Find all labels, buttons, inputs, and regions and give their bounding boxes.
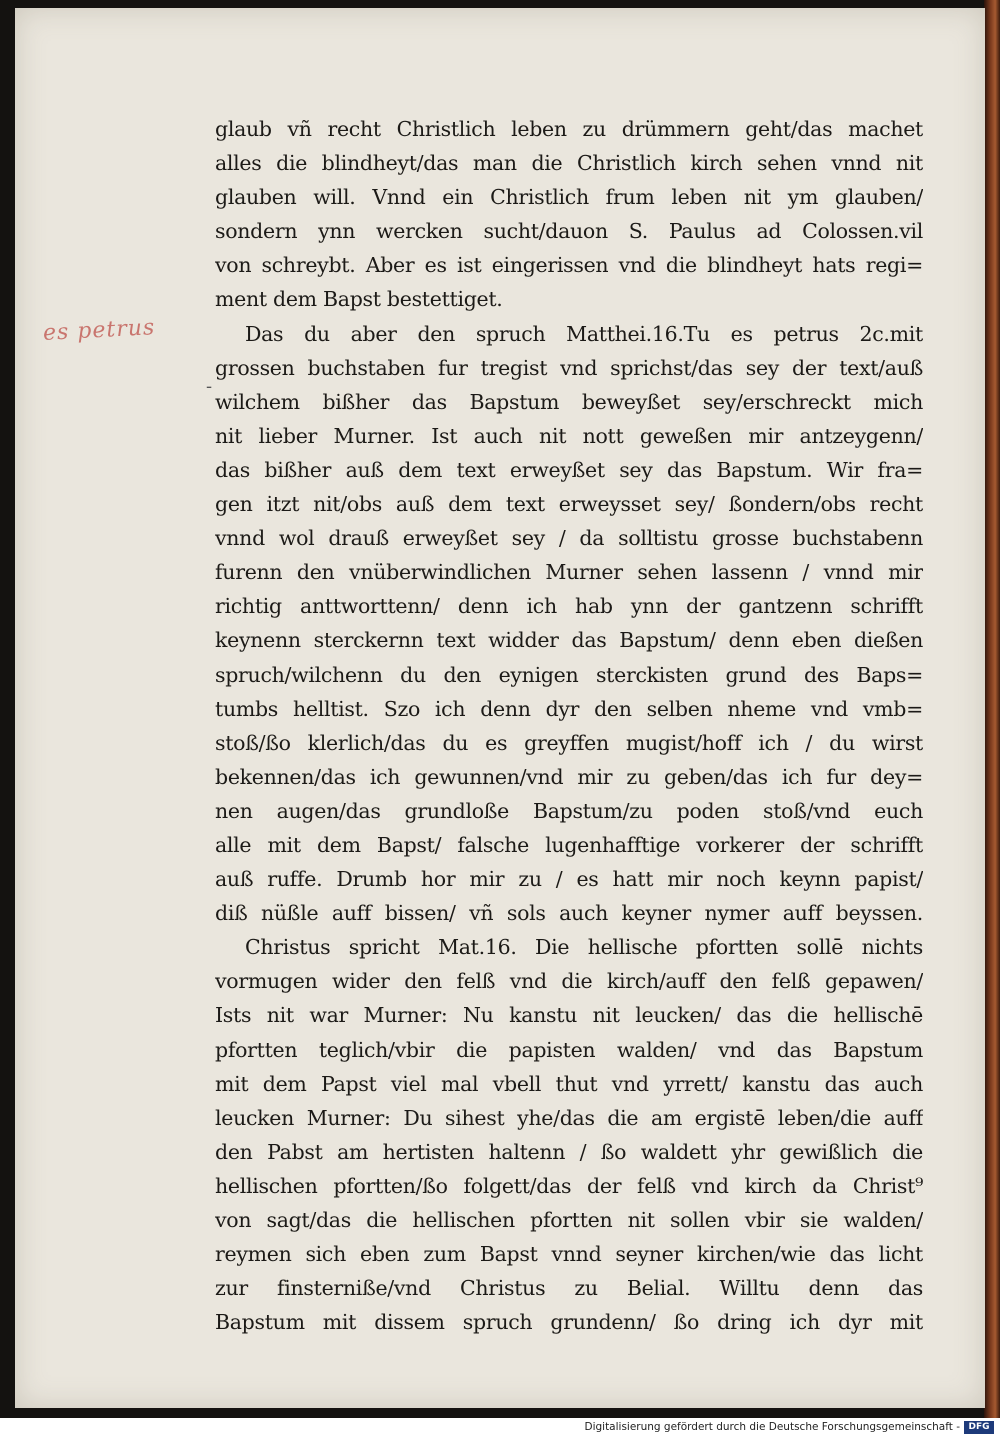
text-line: von schreybt. Aber es ist eingerissen vnd die blindheyt hats regi= — [215, 253, 923, 278]
text-line: hellischen pfortten/ßo folgett/das der felß vnd kirch da Christ⁹ — [215, 1173, 923, 1198]
text-line: diß nüßle auff bissen/ vñ sols auch keyner nymer auff beyssen. — [215, 901, 923, 926]
text-line: sondern ynn wercken sucht/dauon S. Paulus ad Colossen.vil — [215, 219, 923, 244]
text-line: auß ruffe. Drumb hor mir zu / es hatt mir noch keynn papist/ — [215, 867, 923, 892]
text-line: Das du aber den spruch Matthei.16.Tu es petrus 2c.mit — [245, 321, 923, 346]
text-line: zur finsterniße/vnd Christus zu Belial. Willtu denn das — [215, 1276, 923, 1301]
text-line: ment dem Bapst bestettiget. — [215, 287, 503, 312]
text-line: Bapstum mit dissem spruch grundenn/ ßo dring ich dyr mit — [215, 1310, 923, 1335]
text-line: stoß/ßo klerlich/das du es greyffen mugist/hoff ich / du wirst — [215, 730, 923, 755]
text-line: den Pabst am hertisten haltenn / ßo waldett yhr gewißlich die — [215, 1139, 923, 1164]
text-line: glauben will. Vnnd ein Christlich frum leben nit ym glauben/ — [215, 185, 923, 210]
text-line: keynenn sterckernn text widder das Bapstum/ denn eben dießen — [215, 628, 923, 653]
book-page — [15, 8, 985, 1408]
text-line: tumbs helltist. Szo ich denn dyr den selben nheme vnd vmb= — [215, 696, 923, 721]
page-body-text — [215, 112, 923, 1339]
margin-mark: - — [206, 376, 213, 397]
text-line: richtig anttworttenn/ denn ich hab ynn der gantzenn schrifft — [215, 594, 923, 619]
text-line: wilchem bißher das Bapstum beweyßet sey/erschreckt mich — [215, 389, 923, 414]
text-line: Christus spricht Mat.16. Die hellische pfortten sollē nichts — [245, 935, 923, 960]
text-line: furenn den vnüberwindlichen Murner sehen lassenn / vnnd mir — [215, 560, 923, 585]
funding-notice: Digitalisierung gefördert durch die Deutsche Forschungsgemeinschaft - — [584, 1421, 960, 1433]
text-line: grossen buchstaben fur tregist vnd sprichst/das sey der text/auß — [215, 355, 923, 380]
text-line: alles die blindheyt/das man die Christlich kirch sehen vnnd nit — [215, 151, 923, 176]
text-line: alle mit dem Bapst/ falsche lugenhafftige vorkerer der schrifft — [215, 832, 923, 857]
text-line: pfortten teglich/vbir die papisten walden/ vnd das Bapstum — [215, 1037, 923, 1062]
text-line: glaub vñ recht Christlich leben zu drümmern geht/das machet — [215, 117, 923, 141]
book-cover-edge — [984, 0, 1000, 1418]
text-line: Ists nit war Murner: Nu kanstu nit leucken/ das die hellischē — [215, 1003, 923, 1028]
text-line: vormugen wider den felß vnd die kirch/auff den felß gepawen/ — [215, 969, 923, 994]
text-line: mit dem Papst viel mal vbell thut vnd yrrett/ kanstu das auch — [215, 1071, 923, 1096]
text-line: vnnd wol drauß erweyßet sey / da solltistu grosse buchstabenn — [215, 526, 923, 551]
text-line: spruch/wilchenn du den eynigen sterckisten grund des Baps= — [215, 662, 923, 687]
text-line: das bißher auß dem text erweyßet sey das Bapstum. Wir fra= — [215, 457, 923, 482]
text-line: gen itzt nit/obs auß dem text erweysset sey/ ßondern/obs recht — [215, 492, 923, 517]
text-line: bekennen/das ich gewunnen/vnd mir zu geben/das ich fur dey= — [215, 764, 923, 789]
dfg-logo: DFG — [964, 1421, 994, 1434]
text-line: leucken Murner: Du sihest yhe/das die am ergistē leben/die auff — [215, 1105, 923, 1130]
text-line: reymen sich eben zum Bapst vnnd seyner kirchen/wie das licht — [215, 1242, 923, 1267]
text-line: nit lieber Murner. Ist auch nit nott geweßen mir antzeygenn/ — [215, 423, 923, 448]
margin-annotation: es petrus — [42, 315, 156, 346]
text-line: von sagt/das die hellischen pfortten nit sollen vbir sie walden/ — [215, 1208, 923, 1232]
text-line: nen augen/das grundloße Bapstum/zu poden stoß/vnd euch — [215, 798, 923, 823]
